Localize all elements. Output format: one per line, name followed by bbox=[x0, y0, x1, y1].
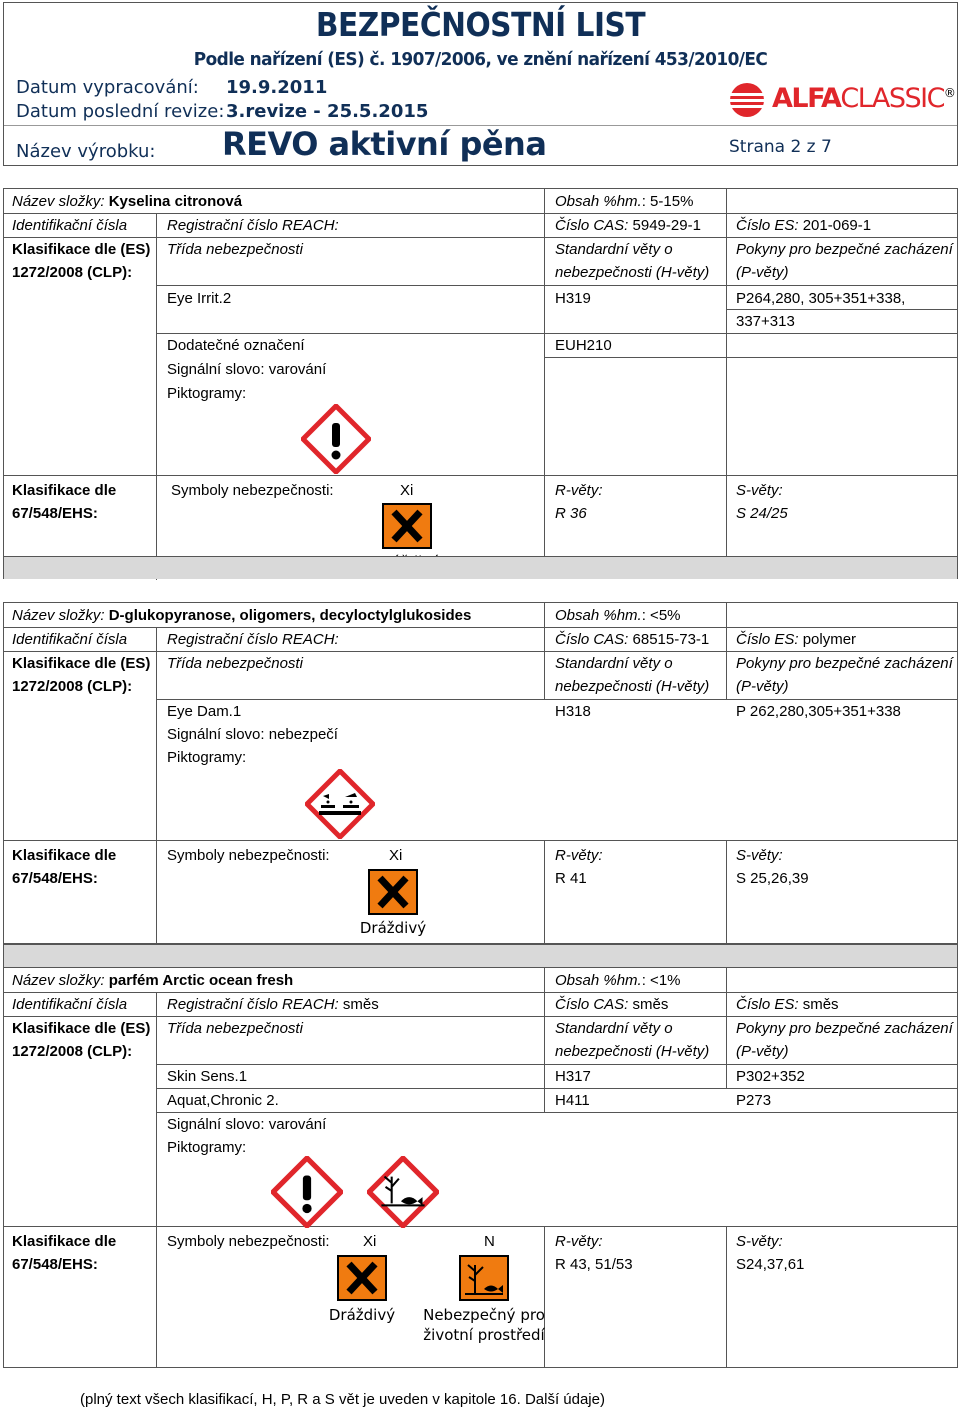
hazard-class: Eye Dam.1 bbox=[167, 703, 242, 720]
symbols-label: Symboly nebezpečnosti: bbox=[167, 847, 330, 864]
p-statement: P302+352 bbox=[736, 1068, 805, 1085]
ehs-label: Klasifikace dle 67/548/EHS: bbox=[12, 1233, 117, 1273]
component-section-1 bbox=[3, 188, 958, 579]
cas-number: Číslo CAS: směs bbox=[555, 996, 669, 1013]
r-statements: R 43, 51/53 bbox=[555, 1256, 633, 1273]
symbols-label: Symboly nebezpečnosti: bbox=[167, 1233, 330, 1250]
date-value: 19.9.2011 bbox=[226, 77, 328, 98]
exclamation-mark-icon bbox=[301, 404, 371, 474]
alfaclassic-logo bbox=[728, 81, 955, 119]
symbol-name: Dráždivý bbox=[328, 1306, 396, 1324]
irritant-x-icon bbox=[337, 1255, 387, 1301]
pictograms-label: Piktogramy: bbox=[167, 1139, 247, 1156]
exclamation-mark-icon bbox=[271, 1156, 343, 1228]
symbol-name: Nebezpečný pro životní prostředí bbox=[423, 1306, 545, 1344]
page-number: Strana 2 z 7 bbox=[729, 137, 832, 157]
cas-number: Číslo CAS: 5949-29-1 bbox=[555, 217, 701, 234]
p-statement: P 262,280,305+351+338 bbox=[736, 703, 901, 720]
symbol-code: N bbox=[484, 1233, 495, 1250]
clp-label: Klasifikace dle (ES) 1272/2008 (CLP): bbox=[12, 655, 151, 695]
component-name-label: Název složky: Kyselina citronová bbox=[12, 193, 243, 210]
p-statements-header: Pokyny pro bezpečné zacházení (P-věty) bbox=[736, 655, 953, 695]
signal-word: Signální slovo: varování bbox=[167, 361, 327, 378]
h-statement: H318 bbox=[555, 703, 591, 720]
s-statements-label: S-věty: bbox=[736, 847, 783, 864]
symbol-code: Xi bbox=[400, 482, 414, 499]
clp-label: Klasifikace dle (ES) 1272/2008 (CLP): bbox=[12, 1020, 151, 1060]
s-statements: S24,37,61 bbox=[736, 1256, 805, 1273]
cas-number: Číslo CAS: 68515-73-1 bbox=[555, 631, 710, 648]
component-name-label: Název složky: D-glukopyranose, oligomers, decyloctylglukosides bbox=[12, 607, 472, 624]
date-label: Datum vypracování: bbox=[16, 77, 199, 98]
revision-value: 3.revize - 25.5.2015 bbox=[226, 101, 429, 122]
hazard-class: Aquat,Chronic 2. bbox=[167, 1092, 279, 1109]
dead-tree-fish-icon bbox=[459, 1255, 509, 1301]
content-percent: Obsah %hm.: <1% bbox=[555, 972, 681, 989]
reach-label: Registrační číslo REACH: bbox=[167, 631, 339, 648]
product-name: REVO aktivní pěna bbox=[222, 125, 547, 163]
p-statements-header: Pokyny pro bezpečné zacházení (P-věty) bbox=[736, 1020, 953, 1060]
es-number: Číslo ES: polymer bbox=[736, 631, 857, 648]
es-number: Číslo ES: 201-069-1 bbox=[736, 217, 872, 234]
hazard-class-header: Třída nebezpečnosti bbox=[167, 241, 303, 258]
r-statements-label: R-věty: bbox=[555, 482, 603, 499]
symbol-name: Dráždivý bbox=[359, 919, 427, 937]
hazard-class: Skin Sens.1 bbox=[167, 1068, 248, 1085]
r-statements: R 36 bbox=[555, 505, 587, 522]
corrosion-icon bbox=[305, 769, 375, 839]
component-name-label: Název složky: parfém Arctic ocean fresh bbox=[12, 972, 294, 989]
component-section-2 bbox=[3, 602, 958, 944]
s-statements: S 25,26,39 bbox=[736, 870, 809, 887]
component-section-3 bbox=[3, 967, 958, 1368]
clp-label: Klasifikace dle (ES) 1272/2008 (CLP): bbox=[12, 241, 151, 281]
hazard-class-header: Třída nebezpečnosti bbox=[167, 655, 303, 672]
symbol-code: Xi bbox=[389, 847, 403, 864]
product-label: Název výrobku: bbox=[16, 141, 156, 162]
signal-word: Signální slovo: nebezpečí bbox=[167, 726, 338, 743]
symbols-label: Symboly nebezpečnosti: bbox=[171, 482, 334, 499]
document-title: BEZPEČNOSTNÍ LIST bbox=[315, 5, 646, 44]
p-statements-header: Pokyny pro bezpečné zacházení (P-věty) bbox=[736, 241, 953, 281]
section-separator bbox=[4, 556, 957, 579]
logo-mark-icon bbox=[728, 81, 768, 119]
es-number: Číslo ES: směs bbox=[736, 996, 839, 1013]
h-statement: H411 bbox=[555, 1092, 590, 1109]
pictograms-label: Piktogramy: bbox=[167, 385, 247, 402]
r-statements-label: R-věty: bbox=[555, 847, 603, 864]
ident-label: Identifikační čísla bbox=[12, 996, 128, 1013]
ehs-label: Klasifikace dle 67/548/EHS: bbox=[12, 847, 117, 887]
h-statement: H319 bbox=[555, 290, 591, 307]
symbol-code: Xi bbox=[363, 1233, 377, 1250]
h-statement: H317 bbox=[555, 1068, 591, 1085]
euh-statement: EUH210 bbox=[555, 337, 612, 354]
p-statement: P264,280, 305+351+338, bbox=[736, 290, 906, 307]
additional-label: Dodatečné označení bbox=[167, 337, 305, 354]
content-percent: Obsah %hm.: <5% bbox=[555, 607, 681, 624]
h-statements-header: Standardní věty o nebezpečnosti (H-věty) bbox=[555, 1020, 710, 1060]
reach-label: Registrační číslo REACH: směs bbox=[167, 996, 379, 1013]
reach-label: Registrační číslo REACH: bbox=[167, 217, 339, 234]
ident-label: Identifikační čísla bbox=[12, 217, 128, 234]
logo-text: ALFACLASSIC® bbox=[772, 83, 955, 114]
pictograms-label: Piktogramy: bbox=[167, 749, 247, 766]
content-percent: Obsah %hm.: 5-15% bbox=[555, 193, 694, 210]
s-statements: S 24/25 bbox=[736, 505, 788, 522]
irritant-x-icon bbox=[382, 503, 432, 549]
h-statements-header: Standardní věty o nebezpečnosti (H-věty) bbox=[555, 241, 710, 281]
irritant-x-icon bbox=[368, 869, 418, 915]
p-statement: P273 bbox=[736, 1092, 772, 1109]
r-statements: R 41 bbox=[555, 870, 587, 887]
p-statement-cont: 337+313 bbox=[736, 313, 795, 330]
signal-word: Signální slovo: varování bbox=[167, 1116, 327, 1133]
revision-label: Datum poslední revize: bbox=[16, 101, 225, 122]
document-header bbox=[3, 2, 958, 166]
r-statements-label: R-věty: bbox=[555, 1233, 603, 1250]
ident-label: Identifikační čísla bbox=[12, 631, 128, 648]
ehs-label: Klasifikace dle 67/548/EHS: bbox=[12, 482, 117, 522]
environment-hazard-icon bbox=[367, 1156, 439, 1228]
hazard-class: Eye Irrit.2 bbox=[167, 290, 232, 307]
h-statements-header: Standardní věty o nebezpečnosti (H-věty) bbox=[555, 655, 710, 695]
footer-note: (plný text všech klasifikací, H, P, R a S vět je uveden v kapitole 16. Další údaje) bbox=[80, 1391, 605, 1408]
hazard-class-header: Třída nebezpečnosti bbox=[167, 1020, 303, 1037]
s-statements-label: S-věty: bbox=[736, 482, 783, 499]
section-separator bbox=[3, 944, 958, 967]
s-statements-label: S-věty: bbox=[736, 1233, 783, 1250]
document-subtitle: Podle nařízení (ES) č. 1907/2006, ve znění nařízení 453/2010/EC bbox=[193, 49, 768, 70]
